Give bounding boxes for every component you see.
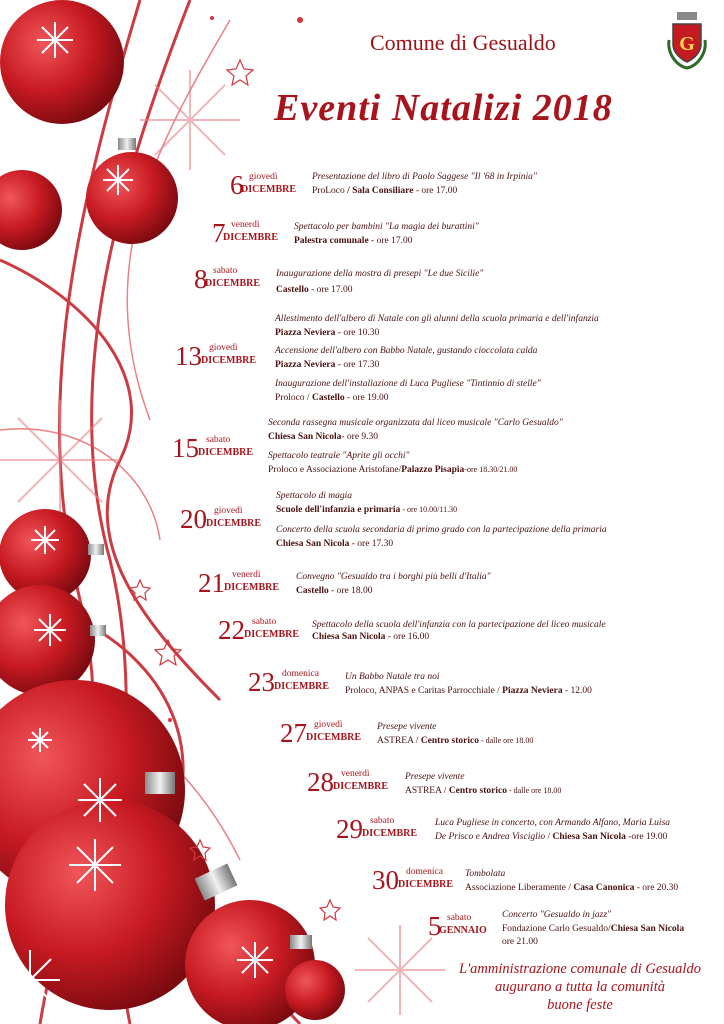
event-venue: Piazza Neviera [275, 360, 336, 370]
event-weekday: venerdì [232, 570, 261, 580]
event-line [345, 686, 592, 696]
event-description: Spettacolo teatrale "Aprite gli occhi" [268, 451, 410, 461]
event-day: 5 [428, 911, 442, 941]
event-day: 20 [180, 504, 207, 534]
footer-line-1: L'amministrazione comunale di Gesualdo [459, 961, 701, 977]
event-venue: Castello [276, 285, 309, 295]
event-line [275, 393, 388, 403]
event-description: Allestimento dell'albero di Natale con gli alunni della scuola primaria e dell'infanzia [275, 314, 599, 324]
event-line [268, 418, 563, 428]
event-weekday: giovedì [209, 343, 238, 353]
event-line [502, 910, 611, 920]
event-organizer: Fondazione Carlo Gesualdo/ [502, 924, 611, 934]
event-line [268, 432, 378, 442]
event-line [405, 772, 465, 782]
event-description: Presepe vivente [377, 722, 437, 732]
event-time: - ore 16.00 [385, 632, 430, 642]
event-venue: Chiesa San Nicola [312, 632, 386, 642]
event-organizer: ASTREA / [377, 736, 421, 746]
event-line [296, 572, 491, 582]
event-line [312, 620, 606, 630]
event-venue: Centro storico [420, 736, 479, 746]
event-venue: Chiesa San Nicola [276, 539, 350, 549]
event-description: Spettacolo della scuola dell'infanzia con la partecipazione del liceo musicale [312, 620, 606, 630]
coat-of-arms-icon [665, 10, 709, 70]
event-weekday: sabato [252, 617, 277, 627]
town-name: Comune di Gesualdo [370, 30, 556, 55]
event-line [268, 465, 517, 475]
event-venue: Chiesa San Nicola [610, 924, 685, 934]
event-line [275, 328, 379, 338]
event-month: DICEMBRE [223, 232, 279, 243]
event-line [312, 632, 429, 642]
event-time: - ore 10.00/11.30 [400, 505, 458, 514]
event-separator: / [545, 832, 553, 842]
event-line [294, 236, 412, 246]
footer-greeting [440, 960, 720, 1014]
event-month: DICEMBRE [198, 447, 254, 458]
event-organizer: ProLoco [312, 186, 348, 196]
event-day: 28 [307, 767, 334, 797]
event-line [275, 379, 541, 389]
footer-line-2: augurano a tutta la comunità [495, 979, 665, 995]
event-organizer: ASTREA / [405, 786, 449, 796]
event-time: -ore 18.30/21.00 [464, 465, 518, 474]
event-weekday: giovedì [249, 172, 278, 182]
event-venue: Chiesa San Nicola [552, 832, 626, 842]
event-day: 27 [280, 718, 307, 748]
event-venue: / Sala Consiliare [347, 186, 414, 196]
event-weekday: sabato [213, 266, 238, 276]
event-day: 22 [218, 615, 245, 645]
event-time: - ore 9.30 [341, 432, 379, 442]
event-month: DICEMBRE [362, 828, 418, 839]
event-weekday: venerdì [341, 769, 370, 779]
event-line [435, 818, 670, 828]
event-line [294, 222, 479, 232]
event-time: - ore 17.00 [413, 186, 458, 196]
event-description: Spettacolo di magia [276, 491, 352, 501]
event-venue: Piazza Neviera [275, 328, 336, 338]
svg-text:G: G [679, 33, 695, 55]
event-month: DICEMBRE [398, 879, 454, 890]
event-description: Accensione dell'albero con Babbo Natale, gustando cioccolata calda [275, 346, 538, 356]
event-description: Un Babbo Natale tra noi [345, 672, 440, 682]
event-line [276, 539, 393, 549]
event-line [276, 525, 607, 535]
event-line [312, 186, 457, 196]
event-day: 13 [175, 341, 202, 371]
event-weekday: sabato [370, 816, 395, 826]
event-month: GENNAIO [439, 925, 487, 936]
event-line [276, 491, 352, 501]
event-line [405, 786, 561, 796]
event-line [312, 172, 537, 182]
event-line [276, 505, 457, 515]
event-line [276, 285, 353, 295]
event-weekday: sabato [447, 913, 472, 923]
event-venue: Castello [296, 586, 329, 596]
event-day: 6 [230, 170, 244, 200]
page-title: Eventi Natalizi 2018 [274, 87, 613, 129]
event-day: 15 [172, 433, 199, 463]
event-weekday: sabato [206, 435, 231, 445]
event-month: DICEMBRE [224, 582, 280, 593]
event-line [268, 451, 409, 461]
event-time: -ore 19.00 [625, 832, 668, 842]
event-line [345, 672, 439, 682]
event-organizer: Proloco / [275, 393, 312, 403]
event-time: - ore 17.30 [349, 539, 394, 549]
event-time: - ore 17.30 [335, 360, 380, 370]
event-line [275, 314, 599, 324]
event-month: DICEMBRE [206, 518, 262, 529]
event-weekday: giovedì [314, 720, 343, 730]
event-line [435, 832, 667, 842]
event-time: - ore 17.00 [308, 285, 353, 295]
event-month: DICEMBRE [205, 278, 261, 289]
event-month: DICEMBRE [333, 781, 389, 792]
event-description: De Prisco e Andrea Visciglio [435, 832, 546, 842]
event-line [377, 736, 533, 746]
event-description: Presepe vivente [405, 772, 465, 782]
event-organizer: Proloco, ANPAS e Caritas Parrocchiale / [345, 686, 503, 696]
event-line [377, 722, 437, 732]
event-time: - ore 20.30 [634, 883, 679, 893]
event-organizer: Associazione Liberamente / [465, 883, 574, 893]
event-day: 21 [198, 568, 225, 598]
event-weekday: giovedì [214, 506, 243, 516]
event-description: Tombolata [465, 869, 506, 879]
event-description: Inaugurazione dell'installazione di Luca Pugliese "Tintinnio di stelle" [275, 379, 541, 389]
event-month: DICEMBRE [241, 184, 297, 195]
event-line [502, 937, 538, 947]
event-venue: Castello [311, 393, 345, 403]
event-organizer: ore 21.00 [502, 937, 538, 947]
event-description: Concerto "Gesualdo in jazz" [502, 910, 612, 920]
event-time: - 12.00 [562, 686, 592, 696]
event-day: 7 [212, 218, 226, 248]
event-line [465, 869, 505, 879]
event-line [465, 883, 678, 893]
event-day: 30 [372, 865, 399, 895]
event-time: - ore 19.00 [344, 393, 389, 403]
event-venue: Centro storico [448, 786, 507, 796]
event-description: Spettacolo per bambini "La magia dei burattini" [294, 222, 479, 232]
event-description: Convegno "Gesualdo tra i borghi più belli d'Italia" [296, 572, 491, 582]
event-venue: Scuole dell'infanzia e primaria [276, 505, 401, 515]
event-day: 23 [248, 667, 275, 697]
event-venue: Chiesa San Nicola [268, 432, 342, 442]
event-line [275, 360, 379, 370]
event-line [502, 924, 684, 934]
event-day: 29 [336, 814, 363, 844]
event-time: - dalle ore 18.00 [478, 736, 534, 745]
event-line [275, 346, 537, 356]
event-venue: Palestra comunale [294, 236, 369, 246]
event-month: DICEMBRE [201, 355, 257, 366]
event-month: DICEMBRE [244, 629, 300, 640]
event-description: Seconda rassegna musicale organizzata dal liceo musicale "Carlo Gesualdo" [268, 418, 563, 428]
event-weekday: domenica [282, 669, 319, 679]
event-venue: Palazzo Pisapia [401, 465, 465, 475]
event-day: 8 [194, 264, 208, 294]
event-description: Presentazione del libro di Paolo Saggese "Il '68 in Irpinia" [312, 172, 537, 182]
event-description: Luca Pugliese in concerto, con Armando Alfano, Maria Luisa [435, 818, 671, 828]
event-month: DICEMBRE [306, 732, 362, 743]
event-time: - ore 17.00 [368, 236, 413, 246]
event-weekday: venerdì [231, 220, 260, 230]
event-time: - ore 18.00 [328, 586, 373, 596]
event-time: - ore 10.30 [335, 328, 380, 338]
event-description: Concerto della scuola secondaria di primo grado con la partecipazione della primaria [276, 525, 607, 535]
event-venue: Piazza Neviera [502, 686, 563, 696]
event-line [296, 586, 373, 596]
event-organizer: Proloco e Associazione Aristofane/ [268, 465, 402, 475]
event-line [276, 269, 483, 279]
footer-line-3: buone feste [547, 997, 613, 1013]
event-venue: Casa Canonica [573, 883, 635, 893]
event-weekday: domenica [406, 867, 443, 877]
event-description: Inaugurazione della mostra di presepi "Le due Sicilie" [276, 269, 484, 279]
event-month: DICEMBRE [274, 681, 330, 692]
event-time: - dalle ore 18.00 [506, 786, 562, 795]
